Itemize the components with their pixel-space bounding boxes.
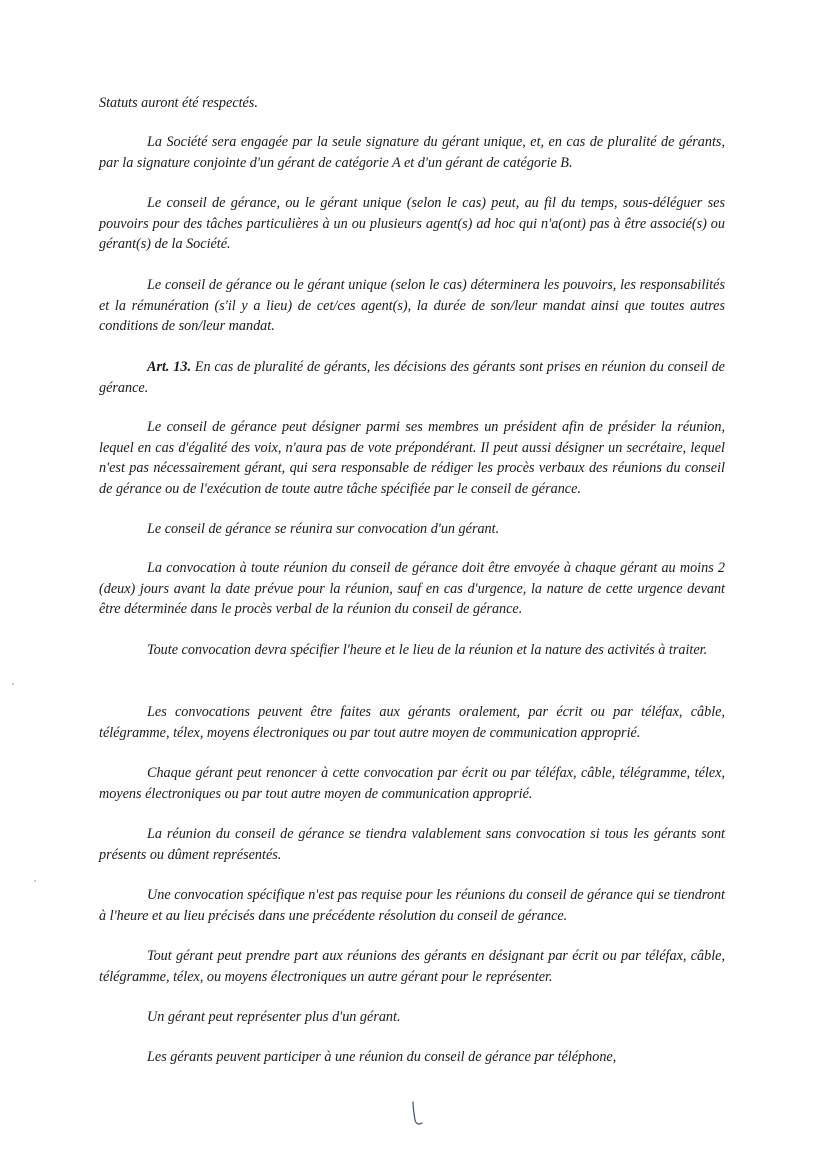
paragraph-convocation-specifique bbox=[99, 885, 725, 926]
paragraph-plus-d-un-gerant bbox=[99, 1007, 725, 1028]
paragraph-representation bbox=[99, 946, 725, 987]
paragraph-text: Toute convocation devra spécifier l'heure et le lieu de la réunion et la nature des activités à traiter. bbox=[147, 642, 708, 658]
pen-tick-mark bbox=[406, 1100, 426, 1130]
paragraph-text: Une convocation spécifique n'est pas requise pour les réunions du conseil de gérance qui se tiendront à l'heure et au lieu précisés dans une précédente résolution du conseil de gérance. bbox=[99, 887, 725, 924]
paragraph-delai-convocation bbox=[99, 558, 725, 620]
paragraph-text: Statuts auront été respectés. bbox=[99, 95, 258, 111]
paragraph-text: Le conseil de gérance ou le gérant unique (selon le cas) déterminera les pouvoirs, les responsabilités et la rémunération (s'il y a lieu) de cet/ces agent(s), la durée de son/leur mandat ainsi que toutes autres conditions de son/leur mandat. bbox=[99, 277, 725, 334]
paragraph-convocation-gerant bbox=[99, 519, 725, 540]
paragraph-contenu-convocation bbox=[99, 640, 725, 661]
paragraph-text: La convocation à toute réunion du conseil de gérance doit être envoyée à chaque gérant au moins 2 (deux) jours avant la date prévue pour la réunion, sauf en cas d'urgence, la nature de cette urgence devant être déterminée dans le procès verbal de la réunion du conseil de gérance. bbox=[99, 560, 725, 617]
paragraph-moyens-convocation bbox=[99, 702, 725, 743]
paragraph-statuts-respectes bbox=[99, 93, 725, 114]
scan-speck-mark bbox=[12, 683, 14, 685]
paragraph-text: Chaque gérant peut renoncer à cette convocation par écrit ou par téléfax, câble, télégramme, télex, moyens électroniques ou par tout autre moyen de communication approprié. bbox=[99, 765, 725, 802]
paragraph-text: Le conseil de gérance, ou le gérant unique (selon le cas) peut, au fil du temps, sous-déléguer ses pouvoirs pour des tâches particulières à un ou plusieurs agent(s) ad hoc qui n'a(ont) pas à être associé(s) ou gérant(s) de la Société. bbox=[99, 195, 725, 252]
paragraph-text: Les convocations peuvent être faites aux gérants oralement, par écrit ou par téléfax, câble, télégramme, télex, moyens électroniques ou par tout autre moyen de communication approprié. bbox=[99, 704, 725, 741]
scan-speck-mark bbox=[34, 880, 36, 882]
paragraph-text: La réunion du conseil de gérance se tiendra valablement sans convocation si tous les gérants sont présents ou dûment représentés. bbox=[99, 826, 725, 863]
paragraph-text: Un gérant peut représenter plus d'un gérant. bbox=[147, 1009, 401, 1025]
paragraph-text: La Société sera engagée par la seule signature du gérant unique, et, en cas de pluralité de gérants, par la signature conjointe d'un gérant de catégorie A et d'un gérant de catégorie B. bbox=[99, 134, 725, 171]
paragraph-text: Les gérants peuvent participer à une réunion du conseil de gérance par téléphone, bbox=[147, 1049, 617, 1065]
paragraph-sous-delegation bbox=[99, 193, 725, 255]
paragraph-text: Le conseil de gérance se réunira sur convocation d'un gérant. bbox=[147, 521, 500, 537]
paragraph-participation-telephone bbox=[99, 1047, 725, 1068]
paragraph-pouvoirs-agents bbox=[99, 275, 725, 337]
paragraph-president-secretaire bbox=[99, 417, 725, 499]
paragraph-engagement-societe bbox=[99, 132, 725, 173]
paragraph-text: Le conseil de gérance peut désigner parmi ses membres un président afin de présider la réunion, lequel en cas d'égalité des voix, n'aura pas de vote prépondérant. Il peut aussi désigner un secrétaire, lequel n'est pas nécessairement gérant, qui sera responsable de rédiger les procès verbaux des réunions du conseil de gérance ou de l'exécution de toute autre tâche spécifiée par le conseil de gérance. bbox=[99, 419, 725, 497]
paragraph-sans-convocation bbox=[99, 824, 725, 865]
paragraph-article-13 bbox=[99, 357, 725, 398]
paragraph-text: Tout gérant peut prendre part aux réunions des gérants en désignant par écrit ou par téléfax, câble, télégramme, télex, ou moyens électroniques un autre gérant pour le représenter. bbox=[99, 948, 725, 985]
paragraph-renonciation bbox=[99, 763, 725, 804]
article-label: Art. 13. bbox=[147, 359, 192, 375]
paragraph-text: En cas de pluralité de gérants, les décisions des gérants sont prises en réunion du conseil de gérance. bbox=[99, 359, 725, 396]
